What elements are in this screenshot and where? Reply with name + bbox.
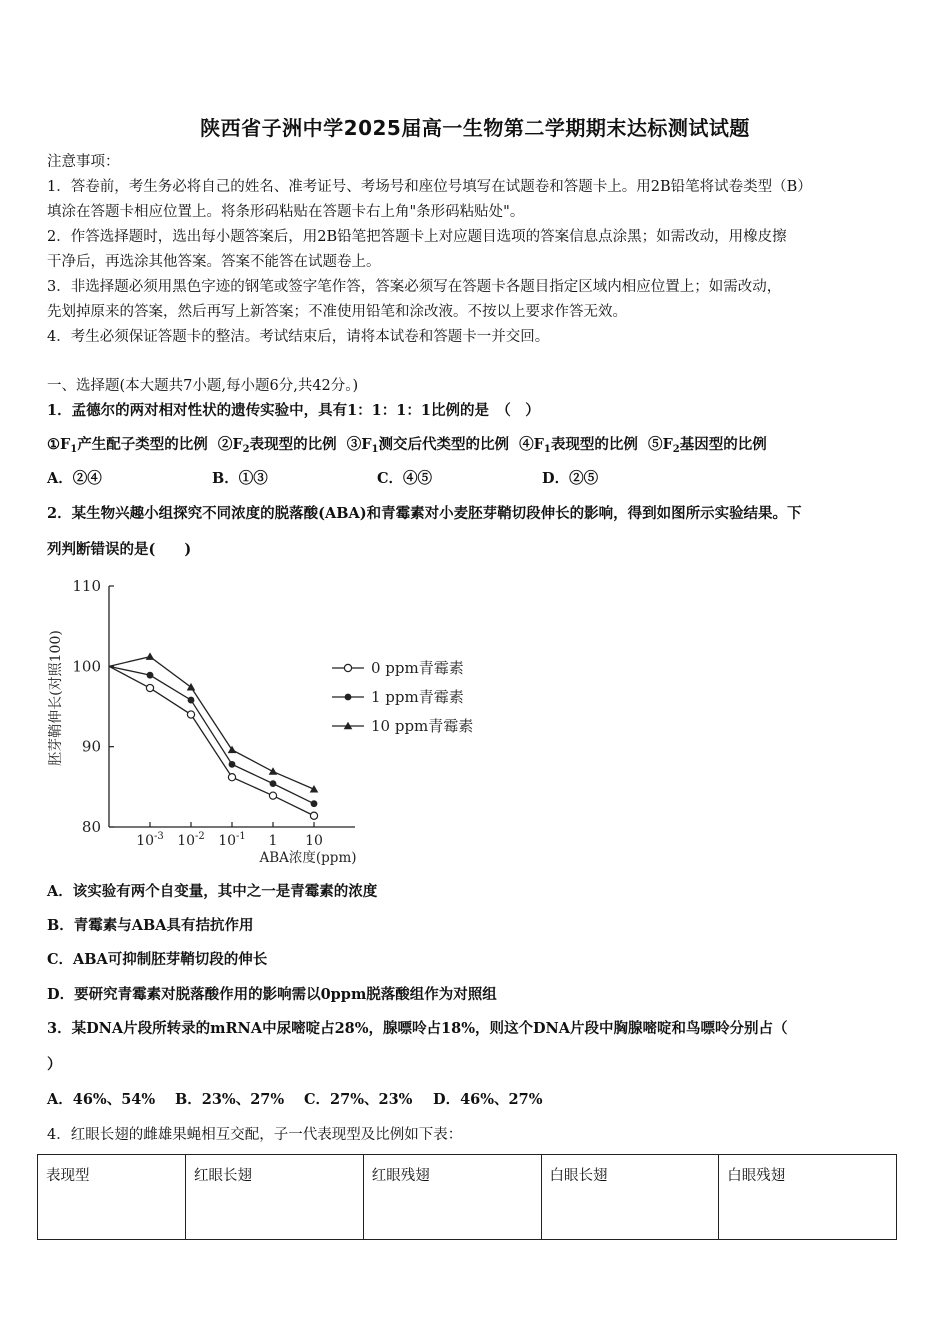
notice-line: 填涂在答题卡相应位置上。将条形码粘贴在答题卡右上角"条形码粘贴处"。 [47,204,525,220]
q2-option-d: D．要研究青霉素对脱落酸作用的影响需以0ppm脱落酸组作为对照组 [47,986,497,1003]
data-point-open-circle [310,812,317,819]
exam-title: 陕西省子洲中学2025届高一生物第二学期期末达标测试试题 [200,116,750,140]
q2-option-c: C．ABA可抑制胚芽鞘切段的伸长 [47,951,268,968]
chart-axes [109,586,355,827]
data-point-filled-circle [345,694,352,701]
table-header-cell: 红眼长翅 [186,1155,364,1240]
q2-stem-line2: 列判断错误的是( ) [47,541,192,558]
q2-option-a: A．该实验有两个自变量，其中之一是青霉素的浓度 [47,883,378,900]
y-tick-label: 90 [81,737,101,756]
notice-line: 1．答卷前，考生务必将自己的姓名、准考证号、考场号和座位号填写在试题卷和答题卡上。用2B铅笔将试卷类型（B） [47,179,812,195]
data-point-open-circle [228,774,235,781]
series-line [109,657,314,790]
q4-stem: 4．红眼长翅的雌雄果蝇相互交配，子一代表现型及比例如下表： [47,1127,463,1143]
notice-line: 先划掉原来的答案，然后再写上新答案；不准使用铅笔和涂改液。不按以上要求作答无效。 [47,304,627,320]
table-header-cell: 红眼残翅 [363,1155,541,1240]
series-line [109,666,314,815]
data-point-triangle [269,767,278,775]
q3-option-b: B．23%、27% [175,1091,285,1108]
notice-line: 3．非选择题必须用黑色字迹的钢笔或签字笔作答，答案必须写在答题卡各题目指定区域内相应位置上；如需改动， [47,279,782,295]
table-header-cell: 白眼长翅 [541,1155,719,1240]
legend-entry [332,717,473,735]
series-line [109,666,314,803]
x-tick-label: 10 [305,833,323,849]
q3-stem-line2: ） [47,1056,62,1073]
notice-heading: 注意事项： [47,154,120,170]
x-axis-label: ABA浓度(ppm) [259,850,357,866]
q3-stem-line1: 3．某DNA片段所转录的mRNA中尿嘧啶占28%，腺嘌呤占18%，则这个DNA片段中胸腺嘧啶和鸟嘌呤分别占（ [47,1020,788,1037]
data-point-open-circle [269,792,276,799]
section-heading: 一、选择题(本大题共7小题,每小题6分,共42分。) [47,378,359,394]
x-tick-label: $10^{-3}$ [136,831,164,849]
q1-option-c: C．④⑤ [377,470,433,487]
table-row [38,1155,897,1240]
data-point-triangle [228,746,237,754]
q3-option-c: C．27%、23% [304,1091,413,1108]
data-point-triangle [310,785,319,793]
chart-series [109,652,318,819]
q1-stem: 1．孟德尔的两对相对性状的遗传实验中，具有1：1：1：1比例的是 （ ） [47,402,540,419]
data-point-filled-circle [229,761,236,768]
notice-line: 2．作答选择题时，选出每小题答案后，用2B铅笔把答题卡上对应题目选项的答案信息点涂黑；如需改动，用橡皮擦 [47,229,787,245]
x-axis-ticks [136,822,323,849]
legend-entry [332,688,464,706]
notice-line: 4．考生必须保证答题卡的整洁。考试结束后，请将本试卷和答题卡一并交回。 [47,329,550,345]
q1-items: $①F_1$产生配子类型的比例 $②F_2$表现型的比例 $③F_1$测交后代类型的比例 $④F_1$表现型的比例 $⑤F_2$基因型的比例 [47,436,767,455]
legend-label: 0 ppm青霉素 [371,659,464,677]
phenotype-table [37,1154,897,1240]
data-point-open-circle [187,711,194,718]
aba-penicillin-line-chart [40,568,500,873]
chart-legend [332,659,473,735]
q2-option-b: B．青霉素与ABA具有拮抗作用 [47,917,254,934]
table-header-cell: 表现型 [38,1155,186,1240]
q1-option-a: A．②④ [47,470,102,487]
q2-stem-line1: 2．某生物兴趣小组探究不同浓度的脱落酸(ABA)和青霉素对小麦胚芽鞘切段伸长的影响，得到如图所示实验结果。下 [47,505,802,522]
data-point-filled-circle [147,672,154,679]
series-0 [109,666,318,819]
y-axis-ticks [72,577,114,836]
y-tick-label: 80 [81,818,101,836]
notice-line: 干净后，再选涂其他答案。答案不能答在试题卷上。 [47,254,381,270]
y-tick-label: 110 [72,577,101,595]
q1-option-b: B．①③ [212,470,268,487]
legend-label: 10 ppm青霉素 [371,717,474,735]
x-tick-label: 1 [268,833,278,849]
series-1 [109,666,317,807]
q3-option-a: A．46%、54% [47,1091,156,1108]
q3-option-d: D．46%、27% [433,1091,543,1108]
x-tick-label: $10^{-1}$ [218,831,246,849]
legend-entry [332,659,464,677]
q1-option-d: D．②⑤ [542,470,599,487]
data-point-filled-circle [270,780,277,787]
y-axis-label: 胚芽鞘伸长(对照100) [48,630,64,766]
table-header-cell: 白眼残翅 [719,1155,897,1240]
data-point-filled-circle [188,697,195,704]
data-point-open-circle [146,684,153,691]
data-point-filled-circle [311,800,318,807]
data-point-triangle [187,683,196,691]
data-point-triangle [146,652,155,660]
data-point-open-circle [344,664,351,671]
x-tick-label: $10^{-2}$ [177,831,205,849]
legend-label: 1 ppm青霉素 [371,688,464,706]
y-tick-label: 100 [72,657,101,676]
